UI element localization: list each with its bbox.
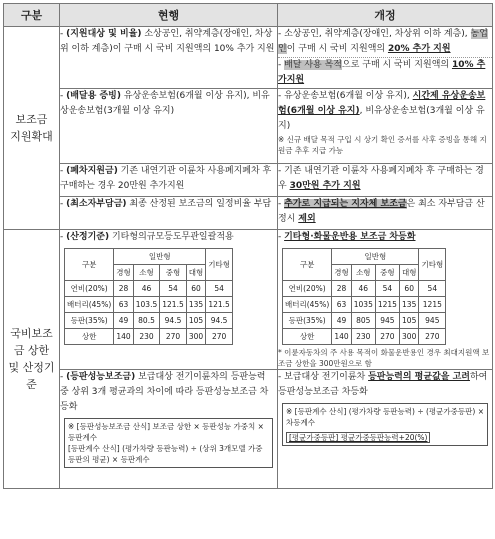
revision-table-note: * 이륜자동차의 주 사용 목적이 화물운반용인 경우 최대지원액 보조금 상한을 300만원으로 함 [278, 348, 490, 368]
header-current: 현행 [60, 4, 278, 27]
table-row [283, 297, 446, 313]
table-cell: 60 [399, 281, 419, 297]
table-row [65, 313, 233, 329]
subsidy-row-3 [4, 164, 493, 197]
comparison-document [3, 3, 492, 489]
subsidy-row-2 [4, 89, 493, 164]
table-cell: 49 [114, 313, 134, 329]
table-cell: 46 [133, 281, 159, 297]
table-cell: 230 [133, 329, 159, 345]
table-cell: 54 [375, 281, 399, 297]
table-cell: 94.5 [160, 313, 186, 329]
table-cell: 49 [332, 313, 352, 329]
subsidy-1-current: - (지원대상 및 비율) 소상공인, 취약계층(장애인, 차상위 이하 계층)이 구매 시 국비 지원액의 10% 추가 지원 [60, 27, 278, 89]
table-row [283, 281, 446, 297]
table-cell: 805 [351, 313, 375, 329]
table-header-cell: 경형 [114, 265, 134, 281]
national-row-2 [4, 370, 493, 489]
table-cell: 105 [186, 313, 206, 329]
table-cell: 121.5 [206, 297, 233, 313]
national-category: 국비보조 금 상한 및 산정기 준 [4, 230, 60, 489]
subsidy-2-revision: - 유상운송보험(6개월 이상 유지), 시간제 유상운송보험(6개월 이상 유지), 비유상운송보험(3개월 이상 유지) ※ 신규 배달 목적 구입 시 상기 확인 증서를 사후 증빙을 통해 지원금 추후 지급 가능 [278, 89, 493, 164]
subsidy-row-1 [4, 27, 493, 89]
table-cell: 63 [332, 297, 352, 313]
table-cell: 121.5 [160, 297, 186, 313]
table-cell: 270 [375, 329, 399, 345]
table-header-cell: 중형 [160, 265, 186, 281]
revision-subsidy-table [282, 248, 446, 345]
grade-current-formula: ※ [등판성능보조금 산식] 보조금 상한 × 등판성능 가중치 × 등판계수 [등판계수 산식] (평가차량 등판능력) ÷ (상위 3개모델 가중등판의 평균) × 등판계수 [64, 418, 273, 468]
table-row [65, 297, 233, 313]
table-header-cell: 일반형 [114, 249, 206, 265]
subsidy-3-revision: - 기존 내연기관 이륜차 사용폐지폐차 후 구매하는 경우 30만원 추가 지원 [278, 164, 493, 197]
table-cell: 80.5 [133, 313, 159, 329]
table-header-cell: 대형 [399, 265, 419, 281]
subsidy-category: 보조금 지원확대 [4, 27, 60, 230]
header-row [4, 4, 493, 27]
subsidy-2-current: - (배달용 증빙) 유상운송보험(6개월 이상 유지), 비유상운송보험(3개월 이상 유지) [60, 89, 278, 164]
table-header-cell: 구분 [283, 249, 332, 281]
table-cell: 60 [186, 281, 206, 297]
table-cell: 상한 [65, 329, 114, 345]
grade-revision-formula: ※ [등판계수 산식] (평가차량 등판능력) ÷ (평균가중등판) × 차등계수 [평균가중등판] 평균가중등판능력+20(%) [282, 403, 488, 446]
table-cell: 63 [114, 297, 134, 313]
table-cell: 945 [375, 313, 399, 329]
subsidy-4-current: - (최소자부담금) 최종 산정된 보조금의 일정비율 부담 [60, 197, 278, 230]
table-cell: 연비(20%) [65, 281, 114, 297]
table-cell: 28 [114, 281, 134, 297]
table-cell: 105 [399, 313, 419, 329]
table-cell: 배터리(45%) [65, 297, 114, 313]
calc-revision: - 기타형·화물운반용 보조금 차등화 구분 일반형 기타형 경형 소형 중형 대형 연비(20%) 28 46 54 60 54 배터리(45%) 63 1035 1215 135 1215 등판(35%) 49 805 945 105 945 상한 140 230 270 300 270 * 이륜자동차의 주 사용 목적이 화물운반용인 경우 최대지원액 보조금 상한을 300만원으로 함 [278, 230, 493, 370]
table-header-cell: 대형 [186, 265, 206, 281]
table-header-cell: 소형 [351, 265, 375, 281]
table-cell: 135 [186, 297, 206, 313]
table-row [283, 329, 446, 345]
table-cell: 54 [160, 281, 186, 297]
header-category: 구분 [4, 4, 60, 27]
table-cell: 등판(35%) [65, 313, 114, 329]
table-cell: 1035 [351, 297, 375, 313]
table-cell: 140 [114, 329, 134, 345]
table-row [283, 313, 446, 329]
current-subsidy-table [64, 248, 233, 345]
grade-revision: - 보급대상 전기이륜차 등판능력의 평균값을 고려하여 등판성능보조금 차등화 ※ [등판계수 산식] (평가차량 등판능력) ÷ (평균가중등판) × 차등계수 [평균가중등판] 평균가중등판능력+20(%) [278, 370, 493, 489]
table-cell: 1215 [419, 297, 446, 313]
header-revision: 개정 [278, 4, 493, 27]
table-cell: 상한 [283, 329, 332, 345]
table-cell: 46 [351, 281, 375, 297]
table-header-cell: 기타형 [419, 249, 446, 281]
national-row-1 [4, 230, 493, 370]
table-cell: 103.5 [133, 297, 159, 313]
table-header-cell: 중형 [375, 265, 399, 281]
table-cell: 945 [419, 313, 446, 329]
subsidy-3-current: - (폐차지원금) 기존 내연기관 이륜차 사용폐지폐차 후 구매하는 경우 20만원 추가지원 [60, 164, 278, 197]
table-header-cell: 소형 [133, 265, 159, 281]
table-header-cell: 경형 [332, 265, 352, 281]
table-cell: 28 [332, 281, 352, 297]
table-cell: 270 [160, 329, 186, 345]
table-header-cell: 기타형 [206, 249, 233, 281]
table-cell: 94.5 [206, 313, 233, 329]
subsidy-row-4 [4, 197, 493, 230]
table-cell: 135 [399, 297, 419, 313]
calc-current: - (산정기준) 기타형의규모등도무관일괄적용 구분 일반형 기타형 경형 소형 중형 대형 연비(20%) 28 46 54 60 54 배터리(45%) 63 103.5 121.5 135 121.5 등판(35%) 49 80.5 94.5 105 94.5 상한 140 230 270 300 270 [60, 230, 278, 370]
table-cell: 270 [206, 329, 233, 345]
table-cell: 등판(35%) [283, 313, 332, 329]
table-cell: 230 [351, 329, 375, 345]
table-header-cell: 일반형 [332, 249, 419, 265]
subsidy-4-revision: - 추가로 지급되는 지자체 보조금은 최소 자부담금 산정시 제외 [278, 197, 493, 230]
table-header-cell: 구분 [65, 249, 114, 281]
table-cell: 배터리(45%) [283, 297, 332, 313]
grade-current: - (등판성능보조금) 보급대상 전기이륜차의 등판능력 중 상위 3개 평균과의 차이에 따라 등판성능보조금 차등화 ※ [등판성능보조금 산식] 보조금 상한 × 등판성능 가중치 × 등판계수 [등판계수 산식] (평가차량 등판능력) ÷ (상위 3개모델 가중등판의 평균) × 등판계수 [60, 370, 278, 489]
table-row [65, 329, 233, 345]
comparison-table [3, 3, 493, 489]
table-row [65, 281, 233, 297]
table-cell: 270 [419, 329, 446, 345]
table-cell: 300 [399, 329, 419, 345]
table-cell: 1215 [375, 297, 399, 313]
table-cell: 300 [186, 329, 206, 345]
subsidy-1-revision: - 소상공인, 취약계층(장애인, 차상위 이하 계층), 농업인이 구매 시 국비 지원액의 20% 추가 지원 - 배달 사용 목적으로 구매 시 국비 지원액의 10% 추가지원 [278, 27, 493, 89]
table-cell: 54 [206, 281, 233, 297]
table-cell: 54 [419, 281, 446, 297]
table-cell: 140 [332, 329, 352, 345]
table-cell: 연비(20%) [283, 281, 332, 297]
